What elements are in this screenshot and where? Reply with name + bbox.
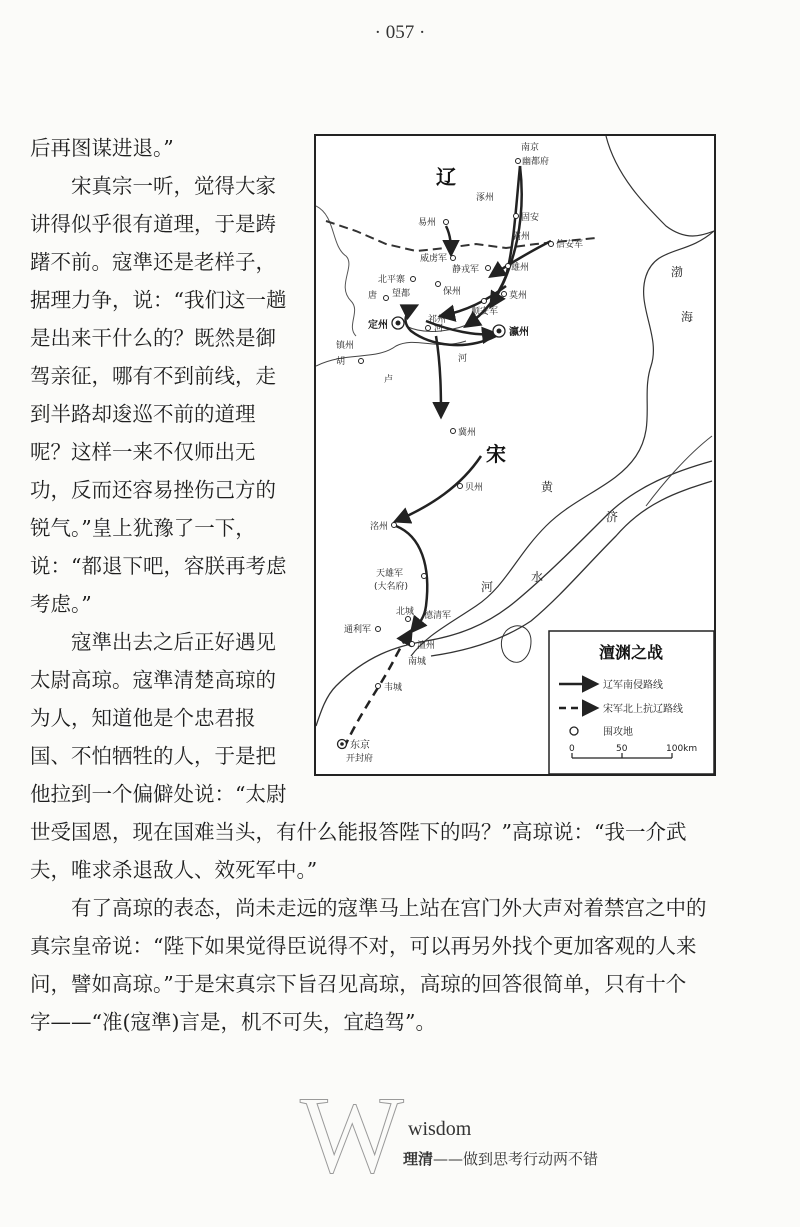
- place-beicheng: 北城: [396, 607, 415, 617]
- text-line: 躇不前。寇準还是老样子，: [30, 250, 276, 274]
- legend-siege-label: 围攻地: [603, 727, 633, 738]
- text-line: 世受国恩，现在国难当头，有什么能报答陛下的吗？”高琼说：“我一介武: [30, 820, 687, 844]
- place-tianxiong: 天雄军: [376, 569, 404, 579]
- map-legend: [549, 631, 714, 774]
- scale-100: 100km: [666, 744, 698, 754]
- river-label-ji: 济: [606, 510, 619, 524]
- place-dot: [502, 292, 507, 297]
- place-kaifeng: 开封府: [346, 754, 374, 764]
- place-dot: [426, 326, 431, 331]
- place-nanjing: 南京: [521, 143, 540, 153]
- place-tongli: 通利军: [344, 625, 372, 635]
- liao-route-south: [436, 336, 441, 416]
- text-line: 锐气。”皇上犹豫了一下，: [30, 516, 256, 540]
- river-label-he1: 河: [458, 354, 468, 364]
- place-zhenzhou: 镇州: [336, 341, 355, 351]
- place-beizhou: 贝州: [465, 483, 484, 493]
- river-label-huang: 黄: [541, 480, 554, 494]
- place-dot: [392, 523, 397, 528]
- legend-song-label: 宋军北上抗辽路线: [603, 704, 683, 715]
- place-yizhou: 易州: [418, 218, 437, 228]
- text-line: 真宗皇帝说：“陛下如果觉得臣说得不对，可以再另外找个更加客观的人来: [30, 934, 697, 958]
- place-dot: [482, 299, 487, 304]
- place-yingzhou: 瀛州: [509, 327, 529, 338]
- place-dot: [458, 484, 463, 489]
- place-xiongzhou: 雄州: [511, 263, 530, 273]
- place-xinan: 信安军: [556, 240, 584, 250]
- liao-route-weilu: [446, 226, 451, 254]
- place-daming: (大名府): [374, 582, 409, 592]
- text-line: 说：“都退下吧，容朕再考虑: [30, 554, 287, 578]
- legend-liao-label: 辽军南侵路线: [603, 680, 663, 691]
- text-line: 为人，知道他是个忠君报: [30, 706, 256, 730]
- place-tang: 唐: [368, 291, 378, 301]
- place-markers: [336, 141, 583, 764]
- text-line: 讲得似乎很有道理，于是踌: [30, 212, 276, 236]
- place-dot: [406, 617, 411, 622]
- footer-subtitle-rest: ——做到思考行动两不错: [433, 1150, 599, 1168]
- place-shunan: 顺安军: [471, 307, 499, 317]
- scale-50: 50: [616, 744, 628, 754]
- scale-0: 0: [569, 744, 575, 754]
- place-weicheng: 韦城: [384, 683, 403, 693]
- text-line: 字——“准(寇準)言是，机不可失，宜趋驾”。: [30, 1010, 436, 1034]
- river-label-he2: 河: [434, 324, 444, 334]
- text-line: 有了高琼的表态，尚未走远的寇準马上站在宫门外大声对着禁宫之中的: [30, 896, 707, 920]
- place-dot: [376, 627, 381, 632]
- footer-subtitle-bold: 理清: [403, 1150, 434, 1168]
- text-line: 呢？这样一来不仅师出无: [30, 440, 256, 464]
- place-chanzhou: 澶州: [417, 641, 436, 651]
- place-weilu: 威虏军: [420, 254, 448, 264]
- sea-label-hai: 海: [681, 310, 694, 324]
- text-line: 夫，唯求杀退敌人、效死军中。”: [30, 858, 318, 882]
- footer-wisdom: wisdom: [408, 1118, 472, 1140]
- text-line: 太尉高琼。寇準清楚高琼的: [30, 668, 276, 692]
- place-wangdu: 望都: [392, 289, 411, 299]
- legend-siege-marker: [570, 727, 578, 735]
- mountain-edge: [316, 206, 356, 336]
- capital-marker-core: [340, 742, 344, 746]
- footer-subtitle: [403, 1148, 598, 1169]
- text-line: 考虑。”: [30, 592, 92, 616]
- place-dot: [359, 359, 364, 364]
- place-dot: [514, 214, 519, 219]
- place-youdu: 幽都府: [522, 157, 550, 167]
- place-jizhou: 冀州: [458, 428, 477, 438]
- legend-title: 澶渊之战: [599, 643, 664, 662]
- place-dot: [516, 159, 521, 164]
- place-dongjing: 东京: [350, 740, 370, 751]
- text-line: 功，反而还容易挫伤己方的: [30, 478, 276, 502]
- river-label-lu: 卢: [384, 375, 394, 385]
- sea-label-bo: 渤: [671, 265, 684, 279]
- place-guan: 固安: [521, 213, 540, 223]
- place-beiping: 北平寨: [378, 275, 406, 285]
- text-line: 他拉到一个偏僻处说：“太尉: [30, 782, 287, 806]
- place-qizhou: 祁州: [428, 315, 447, 325]
- place-dot: [411, 277, 416, 282]
- place-dot: [410, 642, 415, 647]
- place-dot: [506, 264, 511, 269]
- place-dot: [436, 282, 441, 287]
- siege-marker-core: [497, 329, 502, 334]
- text-line: 后再图谋进退。”: [30, 136, 174, 160]
- place-mingzhou: 洺州: [370, 522, 389, 532]
- place-dot: [549, 242, 554, 247]
- battle-map-svg: [316, 136, 714, 774]
- text-line: 寇準出去之后正好遇见: [30, 630, 276, 654]
- place-baozhou: 保州: [443, 287, 462, 297]
- text-line: 据理力争，说：“我们这一趟: [30, 288, 287, 312]
- place-dot: [451, 429, 456, 434]
- place-zhuozhou: 涿州: [476, 193, 495, 203]
- text-line: 问，譬如高琼。”于是宋真宗下旨召见高琼，高琼的回答很简单，只有十个: [30, 972, 687, 996]
- coastline: [606, 136, 714, 236]
- place-deqing: 德清军: [424, 611, 452, 621]
- place-nancheng: 南城: [408, 657, 427, 667]
- place-bazhou: 霸州: [512, 232, 531, 242]
- river-label-hu: 胡: [336, 357, 346, 367]
- place-dingzhou: 定州: [368, 320, 388, 331]
- place-dot: [384, 296, 389, 301]
- footer-logo-w: W: [300, 1074, 404, 1196]
- text-line: 国、不怕牺牲的人，于是把: [30, 744, 276, 768]
- yellow-river-south: [431, 481, 712, 656]
- lake: [501, 626, 531, 663]
- place-dot: [422, 574, 427, 579]
- battle-map: [314, 134, 716, 776]
- text-line: 是出来干什么的？既然是御: [30, 326, 276, 350]
- text-line: 宋真宗一听，觉得大家: [30, 174, 276, 198]
- text-line: 到半路却逡巡不前的道理: [30, 402, 256, 426]
- place-dot: [444, 220, 449, 225]
- siege-marker-core: [396, 321, 401, 326]
- page-number: · 057 ·: [374, 22, 426, 43]
- region-song: 宋: [486, 442, 506, 466]
- place-dot: [486, 266, 491, 271]
- river-label-he3: 河: [481, 580, 494, 594]
- place-dot: [376, 684, 381, 689]
- river-label-shui: 水: [531, 570, 544, 584]
- place-dot: [451, 256, 456, 261]
- text-line: 驾亲征，哪有不到前线，走: [30, 364, 276, 388]
- place-jingrong: 静戎军: [452, 265, 480, 275]
- region-liao: 辽: [436, 165, 456, 189]
- place-mozhou: 莫州: [509, 291, 528, 301]
